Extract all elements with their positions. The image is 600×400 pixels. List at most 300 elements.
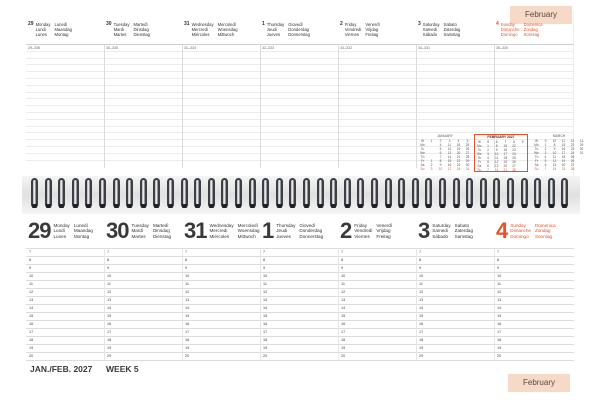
hour-label: 13 [107, 298, 112, 302]
mini-calendar [474, 134, 528, 172]
mini-calendar-cell: 25 [465, 143, 470, 147]
mini-calendar-cell: Fr [534, 159, 538, 163]
hour-label: 13 [29, 298, 34, 302]
day-name: Domenica [534, 223, 556, 228]
day-name: Mittwoch [217, 32, 235, 37]
upper-day-header [496, 22, 570, 44]
hour-label: 12 [107, 290, 112, 294]
ring-hole [182, 204, 187, 208]
ring-hole [86, 204, 91, 208]
hour-label: 16 [263, 322, 268, 326]
mini-calendar-cell: 9 [544, 139, 547, 143]
mini-calendar-cell: 31 [579, 151, 584, 155]
mini-calendar-cell: 23 [456, 163, 461, 167]
spiral-ring [275, 176, 285, 212]
mini-calendar-cell: 18 [456, 143, 461, 147]
hour-line [26, 312, 574, 313]
upper-day-names [345, 22, 414, 37]
mini-calendar-cell: 11 [495, 156, 499, 160]
writing-line [26, 98, 574, 99]
hour-label: 18 [263, 338, 268, 342]
spiral-ring [397, 176, 407, 212]
day-name: Mardi [131, 228, 143, 234]
mini-calendar-cell: 4 [487, 156, 489, 160]
mini-calendar-cell: 9 [553, 147, 556, 151]
hour-label: 17 [419, 330, 424, 334]
mini-calendar-cell: 11 [552, 155, 557, 159]
day-name-column [432, 223, 450, 239]
day-name: Dimanche [500, 27, 520, 32]
mini-calendar-cell: Sa [420, 163, 425, 167]
spiral-ring [329, 176, 339, 212]
ring-hole [250, 204, 255, 208]
ring-hole [535, 204, 540, 208]
hour-label: 20 [419, 354, 424, 358]
mini-calendar-cell: 7 [504, 140, 507, 144]
ring-hole [345, 204, 350, 208]
hour-label: 15 [263, 314, 268, 318]
day-name: Mercredi [191, 27, 208, 32]
mini-calendar-cell: 24 [456, 167, 461, 171]
mini-calendar-cell: 24 [570, 151, 575, 155]
mini-calendar-cell: Tu [477, 148, 482, 152]
mini-calendar-cell: 22 [570, 143, 575, 147]
day-name-column [535, 223, 556, 239]
mini-calendar-cell: W [534, 139, 538, 143]
mini-calendar-cell: 23 [512, 148, 516, 152]
mini-calendar-cell: 17 [503, 152, 508, 156]
upper-day-header [262, 22, 336, 44]
ring-hole [114, 204, 119, 208]
mini-calendar-cell: 2 [487, 148, 489, 152]
day-name: Vrijdag [376, 228, 391, 234]
day-name: Venerdì [365, 22, 380, 27]
day-name: Samstag [454, 233, 473, 239]
mini-calendar-cell: 9 [495, 148, 498, 152]
day-name: Lunedì [73, 223, 88, 228]
day-name: Saturday [422, 22, 440, 27]
day-name: Sunday [500, 22, 515, 27]
mini-calendar-cell: 14 [494, 168, 499, 172]
mini-calendar-cell: 6 [487, 164, 489, 168]
hour-label: 17 [263, 330, 268, 334]
mini-calendar-cell: 12 [494, 160, 499, 164]
mini-calendar-cell: 14 [552, 167, 557, 171]
mini-calendar-cell: 3 [544, 151, 547, 155]
mini-calendar-cell: 28 [465, 155, 470, 159]
day-of-year: 35–330 [496, 46, 508, 50]
hour-label: 15 [107, 314, 112, 318]
column-divider [338, 248, 339, 360]
mini-calendar-cell: 4 [439, 143, 442, 147]
spiral-ring [84, 176, 94, 212]
spiral-ring [465, 176, 475, 212]
hour-label: 13 [263, 298, 268, 302]
day-name: Mittwoch [237, 233, 256, 239]
ring-hole [331, 204, 336, 208]
hour-line [26, 296, 574, 297]
mini-calendar-cell: 25 [570, 155, 575, 159]
mini-calendar-cell: 1 [487, 144, 489, 148]
week-label: WEEK 5 [106, 364, 139, 374]
upper-day-headers [26, 22, 574, 44]
hour-label: 8 [497, 258, 500, 262]
ring-hole [73, 204, 78, 208]
month-year-label: JAN./FEB. 2027 [30, 364, 93, 374]
day-name: Zaterdag [443, 27, 461, 32]
hour-label: 11 [419, 282, 423, 286]
day-name: Thursday [266, 22, 285, 27]
column-divider [182, 248, 183, 360]
hour-label: 18 [497, 338, 502, 342]
day-name-column [276, 223, 295, 239]
hour-label: 15 [497, 314, 502, 318]
hour-label: 9 [107, 266, 110, 270]
day-names [53, 220, 93, 239]
writing-line [26, 92, 574, 93]
hour-label: 14 [263, 306, 268, 310]
hour-label: 10 [263, 274, 268, 278]
mini-calendar-cell: 8 [513, 140, 515, 144]
mini-calendar-cell: 11 [447, 143, 452, 147]
ring-hole [426, 204, 431, 208]
hour-label: 8 [341, 258, 344, 262]
day-name: Woensdag [217, 27, 238, 32]
day-name: Martes [131, 233, 146, 239]
writing-line [26, 51, 574, 52]
mini-calendar-cell: Th [420, 155, 425, 159]
mini-calendar-cell: 31 [465, 167, 470, 171]
day-name-column [510, 223, 531, 239]
day-name: Zaterdag [454, 228, 474, 234]
hour-label: 13 [185, 298, 190, 302]
mini-calendar-cell: 20 [456, 151, 461, 155]
hour-label: 17 [497, 330, 502, 334]
spiral-ring [207, 176, 217, 212]
ring-hole [508, 204, 513, 208]
day-name: Dinsdag [133, 27, 149, 32]
day-name-column [288, 22, 310, 37]
hour-label: 7 [185, 250, 188, 254]
hour-label: 18 [341, 338, 346, 342]
ring-hole [399, 204, 404, 208]
day-name: Dimanche [510, 228, 531, 234]
hour-label: 10 [341, 274, 346, 278]
mini-calendar-cell: 6 [544, 163, 547, 167]
spiral-ring [506, 176, 516, 212]
day-name: Friday [344, 22, 357, 27]
hour-label: 11 [497, 282, 501, 286]
day-name-column [131, 223, 148, 239]
mini-calendar-cell: 8 [495, 144, 498, 148]
mini-calendar-cell: 3 [448, 139, 451, 143]
mini-calendar-cell: 9 [439, 163, 442, 167]
mini-calendar-cell: 13 [494, 164, 499, 168]
day-name-column [299, 223, 323, 239]
hour-label: 17 [107, 330, 112, 334]
mini-calendar-cell: 9 [521, 140, 524, 144]
mini-calendar-cell: 13 [579, 139, 584, 143]
day-name: Giovedì [299, 223, 316, 228]
day-name: Sábado [422, 32, 438, 37]
day-name: Jeudi [276, 228, 288, 234]
day-name: Maandag [73, 228, 93, 234]
mini-calendar-cell: 28 [512, 168, 516, 172]
mini-calendar-cell: 12 [552, 159, 557, 163]
ring-hole [318, 204, 323, 208]
ring-hole [222, 204, 227, 208]
day-number: 30 [106, 218, 129, 243]
mini-calendar-cell: 30 [579, 147, 584, 151]
mini-calendar-cell: 17 [561, 151, 566, 155]
day-name: Zondag [534, 228, 551, 234]
hour-line [26, 344, 574, 345]
mini-calendar-title: JANUARY [437, 134, 453, 138]
hour-label: 16 [341, 322, 346, 326]
day-name: Monday [35, 22, 51, 27]
month-tab-bottom[interactable]: February [508, 374, 570, 392]
day-names [432, 220, 473, 239]
day-name: Martes [113, 32, 127, 37]
upper-day-number: 30 [106, 21, 112, 27]
ring-hole [562, 204, 567, 208]
upper-day-header [184, 22, 258, 44]
day-number: 31 [184, 218, 207, 243]
mini-calendar-cell: We [420, 151, 425, 155]
upper-day-names [114, 22, 180, 37]
day-header [28, 220, 104, 246]
hour-label: 14 [497, 306, 502, 310]
day-of-year: 29–336 [28, 46, 40, 50]
mini-calendar-cell: 13 [447, 151, 452, 155]
spiral-ring [125, 176, 135, 212]
upper-day-names [501, 22, 570, 37]
spiral-ring [57, 176, 67, 212]
day-name: Samstag [443, 32, 461, 37]
mini-calendar-cell: Th [477, 156, 482, 160]
mini-calendar-cell: 19 [503, 160, 508, 164]
writing-line [26, 85, 574, 86]
spiral-ring [520, 176, 530, 212]
mini-calendar-cell: 1 [544, 143, 547, 147]
mini-calendar-cell: 1 [430, 139, 433, 143]
day-name: Mercoledì [237, 223, 258, 228]
day-name-column [455, 223, 473, 239]
hour-label: 14 [419, 306, 424, 310]
mini-calendar-cell: 10 [494, 152, 499, 156]
hour-label: 12 [497, 290, 502, 294]
hour-line [26, 272, 574, 273]
upper-day-header [418, 22, 492, 44]
day-name: Dinsdag [152, 228, 170, 234]
hour-label: 13 [341, 298, 346, 302]
mini-calendar-cell: 16 [503, 148, 508, 152]
mini-calendar-cell: 4 [457, 139, 460, 143]
spiral-ring [411, 176, 421, 212]
spiral-ring [139, 176, 149, 212]
spiral-ring [261, 176, 271, 212]
day-name-column [376, 223, 392, 239]
hour-line [26, 336, 574, 337]
mini-calendar-cell: 8 [553, 143, 556, 147]
spiral-ring [234, 176, 244, 212]
day-name: Sabato [443, 22, 457, 27]
spiral-ring [180, 176, 190, 212]
hour-label: 19 [263, 346, 268, 350]
ring-hole [454, 204, 459, 208]
mini-calendar-cell: 7 [439, 155, 442, 159]
day-name-column [501, 22, 520, 37]
ring-hole [127, 204, 132, 208]
mini-calendar-cell: Mo [534, 143, 539, 147]
hour-label: 13 [419, 298, 424, 302]
hour-label: 16 [419, 322, 424, 326]
day-of-year: 31–334 [184, 46, 196, 50]
mini-calendar-cell: 5 [487, 160, 489, 164]
hour-label: 19 [341, 346, 346, 350]
day-name: Saturday [432, 223, 451, 228]
mini-calendar-cell: 18 [503, 156, 508, 160]
hour-label: 11 [341, 282, 345, 286]
mini-calendar-cell: Th [534, 155, 539, 159]
day-name-column [192, 22, 214, 37]
ring-hole [290, 204, 295, 208]
spiral-ring [384, 176, 394, 212]
day-name: Wednesday [209, 223, 234, 228]
day-name: Monday [53, 223, 70, 228]
hour-label: 17 [29, 330, 34, 334]
day-name-column [133, 22, 150, 37]
hour-label: 8 [29, 258, 32, 262]
day-name: Domingo [510, 233, 529, 239]
day-name: Dienstag [152, 233, 172, 239]
spiral-ring [30, 176, 40, 212]
spiral-ring [370, 176, 380, 212]
upper-day-names [267, 22, 336, 37]
mini-calendar-cell: 23 [570, 147, 575, 151]
hour-label: 20 [263, 354, 268, 358]
day-of-year: 32–333 [262, 46, 274, 50]
ring-hole [494, 204, 499, 208]
hour-label: 18 [107, 338, 112, 342]
mini-calendar-cell: 21 [561, 167, 566, 171]
day-name: Lunes [53, 233, 67, 239]
hour-label: 12 [341, 290, 346, 294]
day-name: Mercredi [209, 228, 228, 234]
hour-label: 11 [29, 282, 33, 286]
writing-line [26, 105, 574, 106]
mini-calendar-cell: 7 [544, 167, 547, 171]
mini-calendar-cell: 2 [439, 139, 442, 143]
day-name: Sonntag [534, 233, 553, 239]
mini-calendar-cell: 27 [512, 164, 516, 168]
hour-label: 19 [497, 346, 502, 350]
mini-calendar [532, 134, 586, 172]
column-divider [104, 44, 105, 168]
writing-line [26, 78, 574, 79]
spiral-ring [166, 176, 176, 212]
ring-hole [59, 204, 64, 208]
day-name: Lunes [35, 32, 47, 37]
day-name: Lunedì [54, 22, 68, 27]
writing-line [26, 71, 574, 72]
spiral-ring [356, 176, 366, 212]
spiral-ring [343, 176, 353, 212]
hour-label: 20 [29, 354, 34, 358]
day-name: Miércoles [191, 32, 210, 37]
spiral-ring [112, 176, 122, 212]
mini-calendar-cell: 29 [579, 143, 584, 147]
day-name: Venerdì [376, 223, 393, 228]
hour-label: 10 [497, 274, 502, 278]
hour-label: 13 [497, 298, 502, 302]
mini-calendar-cell: 22 [512, 144, 516, 148]
hour-label: 15 [29, 314, 34, 318]
hour-line [26, 304, 574, 305]
mini-calendar-cell: W [477, 140, 481, 144]
mini-calendar-cell: Su [420, 167, 425, 171]
ring-hole [209, 204, 214, 208]
day-name: Viernes [344, 32, 359, 37]
mini-calendar-cell: 2 [544, 147, 547, 151]
day-of-year: 34–331 [418, 46, 430, 50]
day-name: Miércoles [209, 233, 230, 239]
mini-calendar-cell: 5 [439, 147, 442, 151]
mini-calendar [418, 134, 472, 172]
hour-label: 9 [263, 266, 266, 270]
day-name: Martedì [152, 223, 169, 228]
hour-line [26, 288, 574, 289]
day-name: Tuesday [131, 223, 149, 228]
hour-label: 20 [107, 354, 112, 358]
month-tab-top[interactable]: February [510, 6, 572, 24]
mini-calendar-cell: 26 [570, 159, 575, 163]
spiral-ring [492, 176, 502, 212]
day-names [510, 220, 555, 239]
ring-hole [46, 204, 51, 208]
mini-calendar-cell: 7 [487, 168, 489, 172]
hour-label: 8 [107, 258, 110, 262]
hour-label: 10 [185, 274, 190, 278]
mini-calendar-cell: 25 [512, 156, 516, 160]
upper-day-number: 4 [496, 21, 499, 27]
day-name: Friday [354, 223, 368, 228]
spiral-ring [547, 176, 557, 212]
day-name: Sábado [432, 233, 449, 239]
ring-hole [154, 204, 159, 208]
day-name-column [423, 22, 440, 37]
day-number: 29 [28, 218, 51, 243]
day-names [354, 220, 392, 239]
mini-calendar-cell: Mo [420, 143, 425, 147]
spiral-ring [288, 176, 298, 212]
mini-calendar-cell: 28 [570, 167, 575, 171]
writing-line [26, 126, 574, 127]
upper-day-header [340, 22, 414, 44]
upper-day-number: 3 [418, 21, 421, 27]
spiral-ring [424, 176, 434, 212]
mini-calendar-cell: 20 [561, 163, 566, 167]
column-divider [416, 44, 417, 168]
mini-calendar-cell: 24 [512, 152, 516, 156]
mini-calendar-cell: 21 [456, 155, 461, 159]
hour-label: 11 [107, 282, 111, 286]
hour-label: 16 [107, 322, 112, 326]
upper-day-names [192, 22, 258, 37]
hour-label: 8 [263, 258, 266, 262]
day-name-column [354, 223, 372, 239]
mini-calendar-cell: 10 [552, 139, 557, 143]
